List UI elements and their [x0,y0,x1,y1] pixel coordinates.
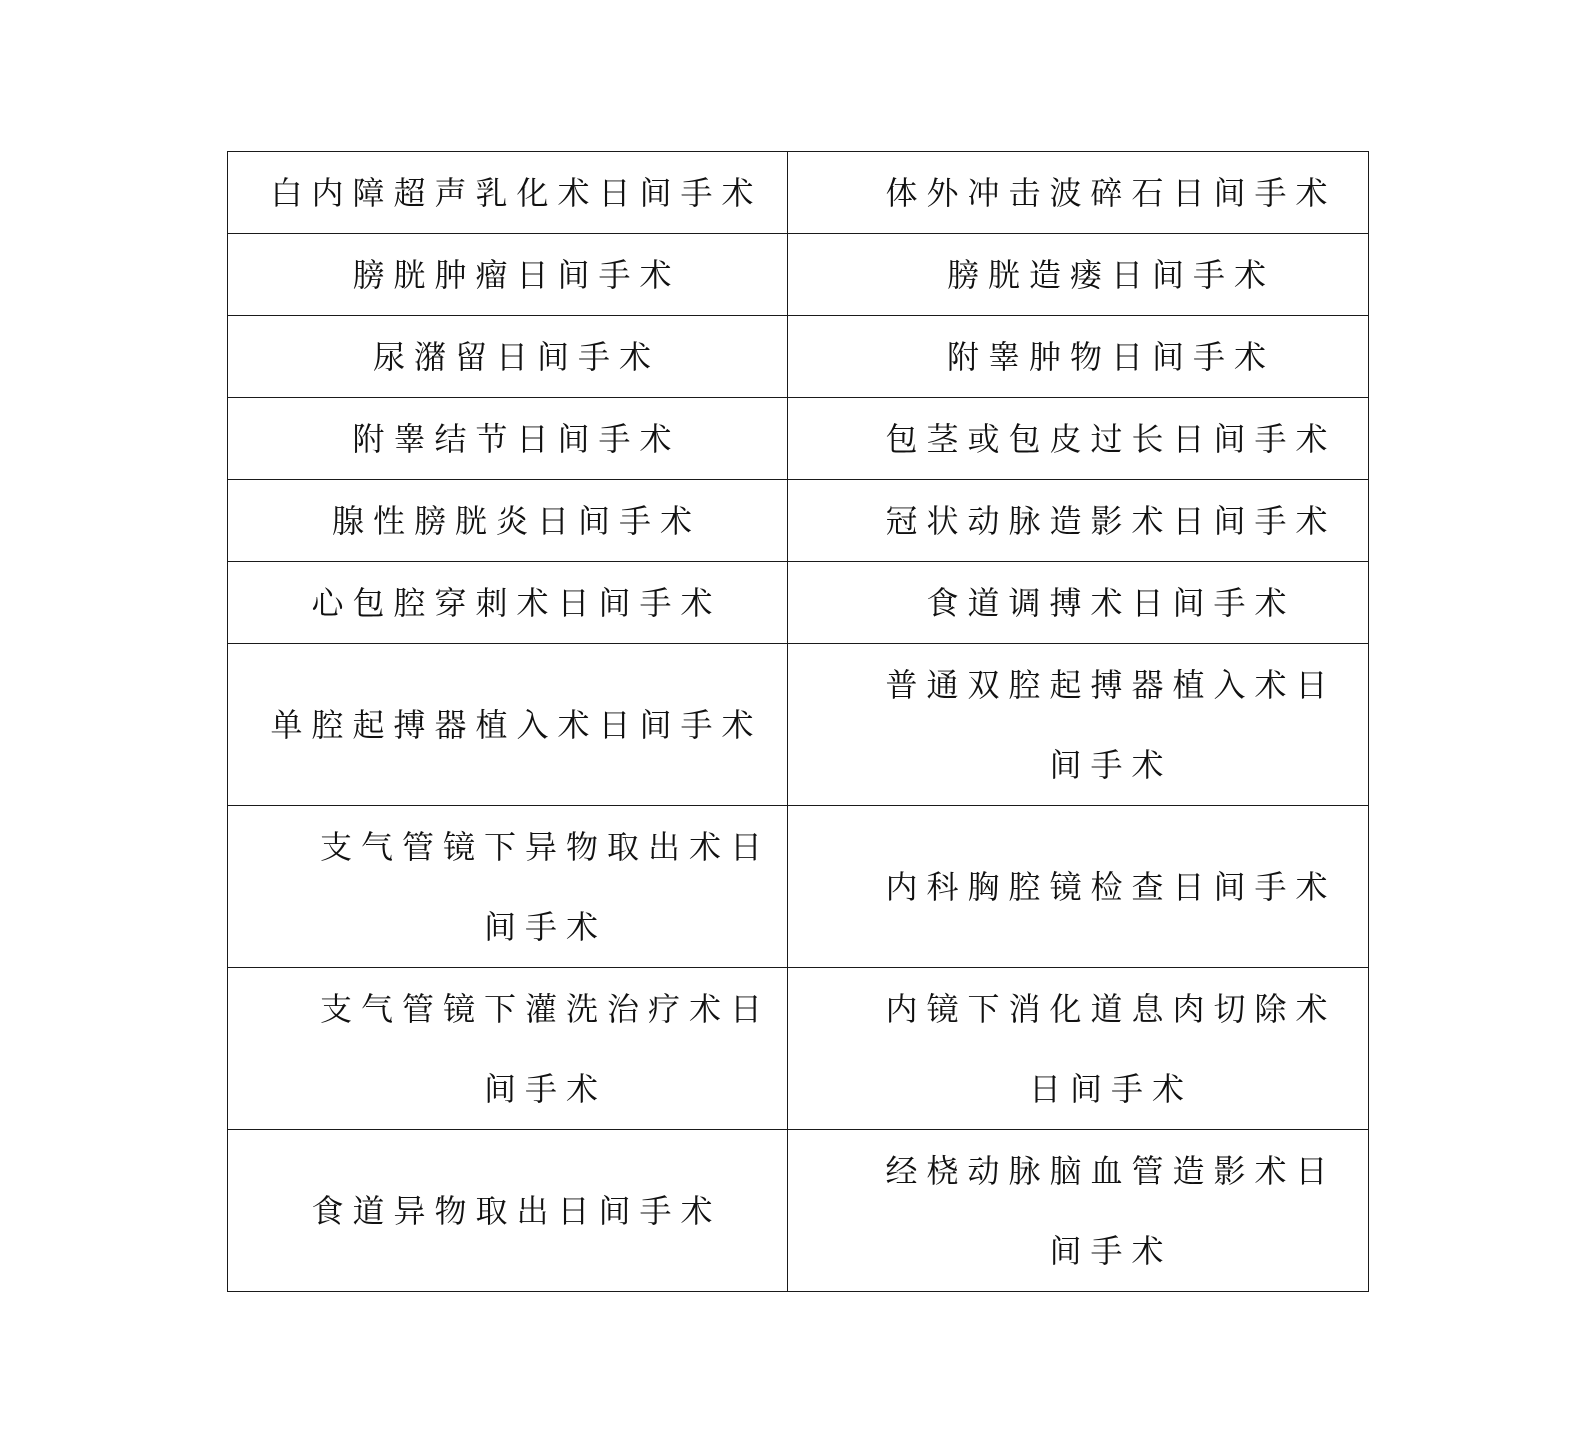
cell-text: 腺性膀胱炎日间手术 [331,501,701,540]
table-cell-right [788,480,1369,562]
cell-text: 支气管镜下灌洗治疗术日间手术 [319,989,771,1108]
cell-text: 附睾肿物日间手术 [946,337,1275,376]
table-cell-left [228,562,788,644]
cell-text: 心包腔穿刺术日间手术 [311,583,722,622]
table-cell-right [788,316,1369,398]
table-row [228,152,1369,234]
cell-text: 食道异物取出日间手术 [311,1191,722,1230]
table-row [228,1130,1369,1292]
table-cell-right [788,398,1369,480]
table-cell-left [228,152,788,234]
cell-text: 尿潴留日间手术 [372,337,660,376]
table-cell-left [228,644,788,806]
table-row [228,480,1369,562]
table-cell-left [228,398,788,480]
cell-text: 冠状动脉造影术日间手术 [885,501,1337,540]
table-cell-right [788,1130,1369,1292]
cell-text: 食道调搏术日间手术 [926,583,1296,622]
table-cell-right [788,562,1369,644]
table-row [228,644,1369,806]
cell-text: 支气管镜下异物取出术日间手术 [319,827,771,946]
cell-text: 内科胸腔镜检查日间手术 [885,867,1337,906]
table-cell-right [788,644,1369,806]
table-row [228,316,1369,398]
cell-text: 膀胱肿瘤日间手术 [352,255,681,294]
table-cell-right [788,234,1369,316]
table-row [228,234,1369,316]
cell-text: 体外冲击波碎石日间手术 [885,173,1337,212]
table-cell-left [228,234,788,316]
table-cell-right [788,152,1369,234]
table-cell-left [228,480,788,562]
table-cell-left [228,806,788,968]
cell-text: 包茎或包皮过长日间手术 [885,419,1337,458]
cell-text: 普通双腔起搏器植入术日间手术 [885,665,1337,784]
table-row [228,806,1369,968]
table-cell-left [228,1130,788,1292]
table-cell-left [228,968,788,1130]
cell-text: 附睾结节日间手术 [352,419,681,458]
cell-text: 内镜下消化道息肉切除术日间手术 [885,989,1337,1108]
cell-text: 膀胱造瘘日间手术 [946,255,1275,294]
table-row [228,398,1369,480]
table-cell-right [788,968,1369,1130]
cell-text: 经桡动脉脑血管造影术日间手术 [885,1151,1337,1270]
cell-text: 白内障超声乳化术日间手术 [270,173,763,212]
table-row [228,968,1369,1130]
surgery-table [227,151,1369,1292]
table-row [228,562,1369,644]
table-cell-right [788,806,1369,968]
cell-text: 单腔起搏器植入术日间手术 [270,705,763,744]
table-cell-left [228,316,788,398]
